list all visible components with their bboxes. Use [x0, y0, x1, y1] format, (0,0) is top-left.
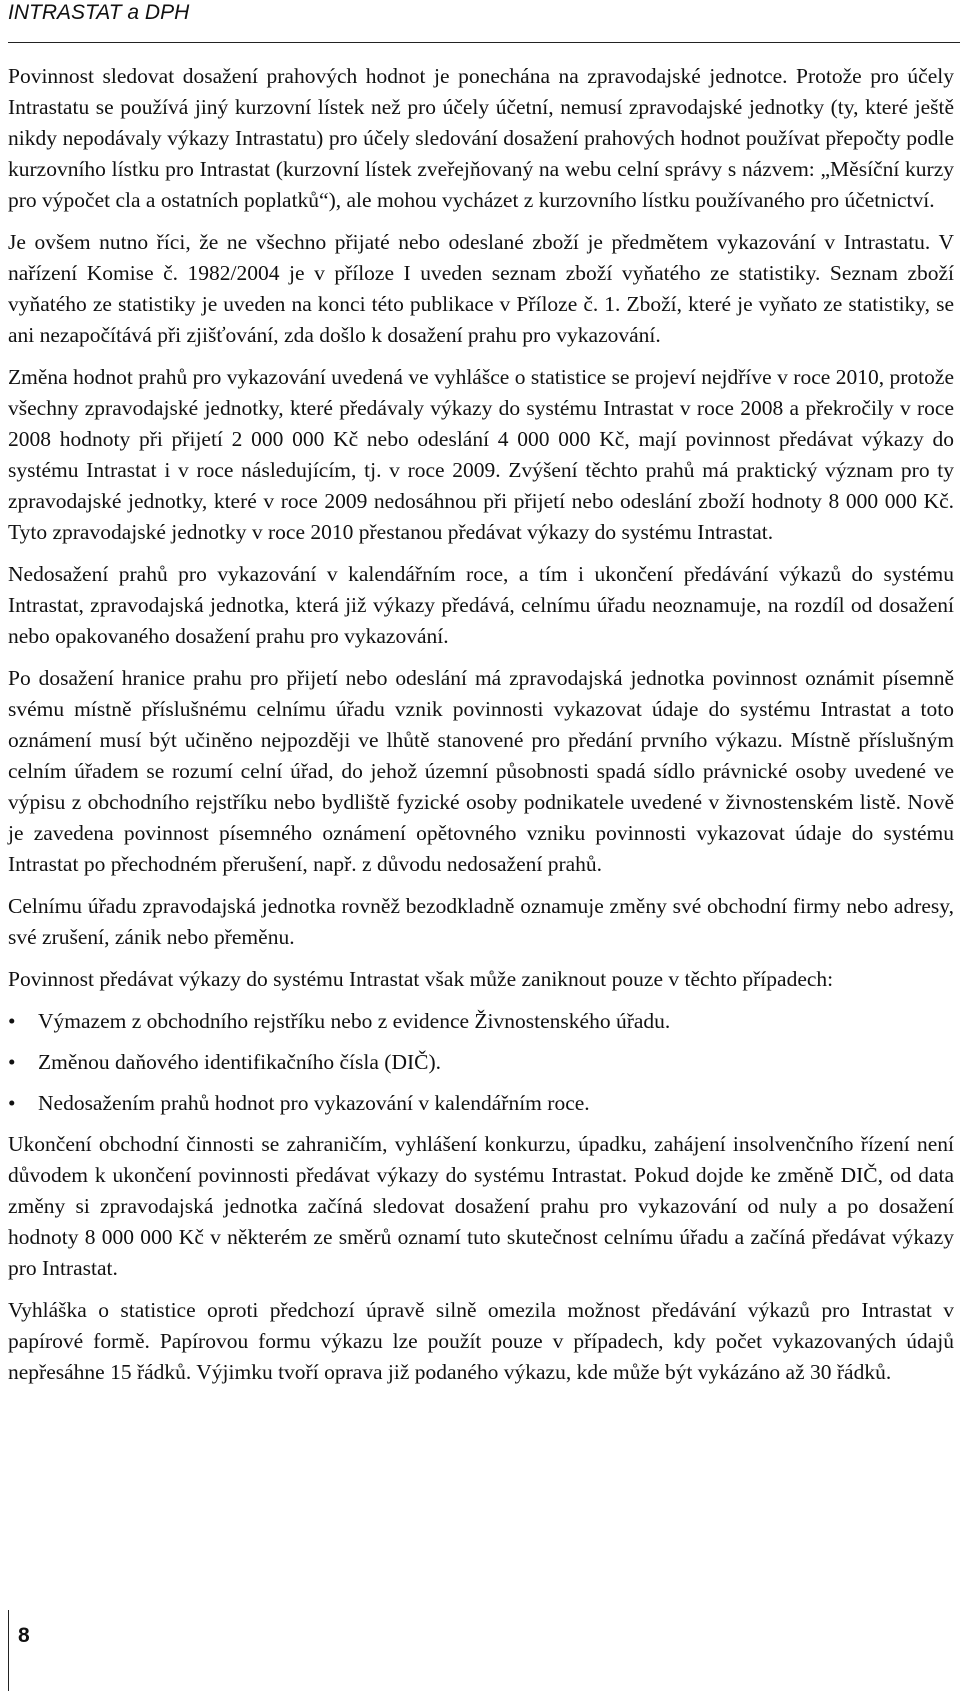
paragraph: Nedosažení prahů pro vykazování v kalendářním roce, a tím i ukončení předávání výkazů do systému Intrastat, zpravodajská jednotka, která již výkazy předává, celnímu úřadu neoznamuje, na rozdíl od dosažení nebo opakovaného dosažení prahu pro vykazování.	[8, 562, 954, 648]
bullet-icon: •	[8, 1009, 16, 1033]
page-number: 8	[18, 1624, 30, 1647]
paragraph: Vyhláška o statistice oproti předchozí úpravě silně omezila možnost předávání výkazů pro Intrastat v papírové formě. Papírovou formu výkazu lze použít pouze v případech, kdy počet vykazovaných údajů nepřesáhne 15 řádků. Výjimku tvoří oprava již podaného výkazu, kde může být vykázáno až 30 řádků.	[8, 1298, 954, 1384]
paragraph: Povinnost předávat výkazy do systému Intrastat však může zaniknout pouze v těchto případech:	[8, 967, 834, 991]
page-footer	[0, 1610, 60, 1691]
paragraph: Povinnost sledovat dosažení prahových hodnot je ponechána na zpravodajské jednotce. Protože pro účely Intrastatu se používá jiný kurzovní lístek než pro účely účetní, nemusí zpravodajské jednotky (ty, které ještě nikdy nepodávaly výkazy Intrastatu) pro účely sledování dosažení prahových hodnot používat přepočty podle kurzovního lístku pro Intrastat (kurzovní lístek zveřejňovaný na webu celní správy s názvem: „Měsíční kurzy pro výpočet cla a ostatních poplatků“), ale mohou vycházet z kurzovního lístku používaného pro účetnictví.	[8, 64, 954, 212]
paragraph: Celnímu úřadu zpravodajská jednotka rovněž bezodkladně oznamuje změny své obchodní firmy nebo adresy, své zrušení, zánik nebo přeměnu.	[8, 894, 954, 949]
list-item-text: Výmazem z obchodního rejstříku nebo z evidence Živnostenského úřadu.	[38, 1009, 671, 1033]
footer-divider	[8, 1610, 9, 1691]
list-item	[8, 1088, 954, 1119]
bullet-icon: •	[8, 1091, 16, 1115]
list-item	[8, 1006, 954, 1037]
bullet-list	[8, 1006, 954, 1119]
page-body	[8, 61, 954, 1399]
bullet-icon: •	[8, 1050, 16, 1074]
paragraph: Změna hodnot prahů pro vykazování uvedená ve vyhlášce o statistice se projeví nejdříve v roce 2010, protože všechny zpravodajské jednotky, které předávaly výkazy do systému Intrastat v roce 2008 a překročily v roce 2008 hodnoty při přijetí 2 000 000 Kč nebo odeslání 4 000 000 Kč, mají povinnost předávat výkazy do systému Intrastat i v roce následujícím, tj. v roce 2009. Zvýšení těchto prahů má praktický význam pro ty zpravodajské jednotky, které v roce 2009 nedosáhnou při přijetí nebo odeslání zboží hodnoty 8 000 000 Kč. Tyto zpravodajské jednotky v roce 2010 přestanou předávat výkazy do systému Intrastat.	[8, 365, 954, 544]
list-item-text: Nedosažením prahů hodnot pro vykazování v kalendářním roce.	[38, 1091, 590, 1115]
paragraph: Po dosažení hranice prahu pro přijetí nebo odeslání má zpravodajská jednotka povinnost oznámit písemně svému místně příslušnému celnímu úřadu vznik povinnosti vykazovat údaje do systému Intrastat a toto oznámení musí být učiněno nejpozději ve lhůtě stanovené pro předání prvního výkazu. Místně příslušným celním úřadem se rozumí celní úřad, do jehož územní působnosti spadá sídlo právnické osoby uvedené ve výpisu z obchodního rejstříku nebo bydliště fyzické osoby podnikatele uvedené v živnostenském listě. Nově je zavedena povinnost písemného oznámení opětovného vzniku povinnosti vykazovat údaje do systému Intrastat po přechodném přerušení, např. z důvodu nedosažení prahů.	[8, 666, 954, 876]
paragraph: Je ovšem nutno říci, že ne všechno přijaté nebo odeslané zboží je předmětem vykazování v Intrastatu. V nařízení Komise č. 1982/2004 je v příloze I uveden seznam zboží vyňatého ze statistiky. Seznam zboží vyňatého ze statistiky je uveden na konci této publikace v Příloze č. 1. Zboží, které je vyňato ze statistiky, se ani nezapočítává při zjišťování, zda došlo k dosažení prahu pro vykazování.	[8, 230, 954, 347]
running-header-title: INTRASTAT a DPH	[8, 1, 190, 24]
page-header	[8, 0, 960, 43]
list-item	[8, 1047, 954, 1078]
list-item-text: Změnou daňového identifikačního čísla (DIČ).	[38, 1050, 442, 1074]
paragraph: Ukončení obchodní činnosti se zahraničím, vyhlášení konkurzu, úpadku, zahájení insolvenčního řízení není důvodem k ukončení povinnosti předávat výkazy do systému Intrastat. Pokud dojde ke změně DIČ, od data změny si zpravodajská jednotka začíná sledovat dosažení prahu pro vykazování od nuly a po dosažení hodnoty 8 000 000 Kč v některém ze směrů oznamí tuto skutečnost celnímu úřadu a začíná předávat výkazy pro Intrastat.	[8, 1132, 954, 1280]
